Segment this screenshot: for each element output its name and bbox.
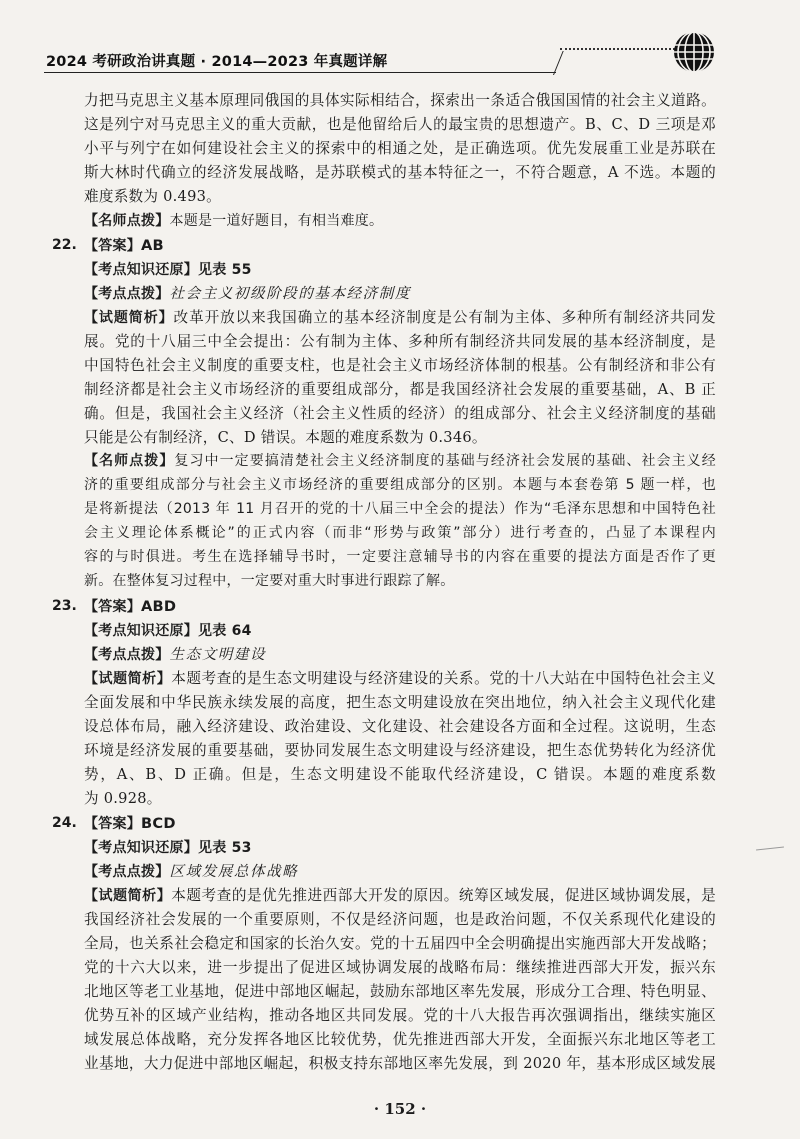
analysis-line: 全面发展和中华民族永续发展的高度，把生态文明建设放在突出地位，纳入社会主义现代化建 [84, 694, 716, 711]
analysis-line: 我国经济社会发展的一个重要原则，不仅是经济问题，也是政治问题，不仅关系现代化建设的 [84, 911, 716, 928]
analysis-line: 北地区等老工业基地，促进中部地区崛起，鼓励东部地区率先发展，形成分工合理、特色明显、 [84, 983, 716, 1000]
analysis-line [84, 306, 716, 331]
analysis-line [84, 667, 716, 692]
question-number: 24. [52, 815, 77, 831]
answer-line [84, 812, 716, 837]
analysis-line: 确。但是，我国社会主义经济（社会主义性质的经济）的组成部分、社会主义经济制度的基础 [84, 405, 716, 422]
running-head-title: 2024 考研政治讲真题 · 2014—2023 年真题详解 [46, 54, 388, 70]
point-tag: 【考点点拨】 [84, 864, 170, 880]
knowledge-line [84, 258, 716, 283]
question-number: 23. [52, 598, 77, 614]
answer-value: AB [141, 237, 164, 254]
knowledge-tag: 【考点知识还原】 [84, 623, 198, 639]
analysis-line: 全局，也关系社会稳定和国家的长治久安。党的十五届四中全会明确提出实施西部大开发战略； [84, 935, 716, 952]
point-tag: 【考点点拨】 [84, 647, 170, 663]
analysis-text: 本题考查的是生态文明建设与经济建设的关系。党的十八大站在中国特色社会主义 [171, 670, 716, 687]
analysis-text: 改革开放以来我国确立的基本经济制度是公有制为主体、多种所有制经济共同发 [173, 309, 716, 326]
analysis-line: 设总体布局，融入经济建设、政治建设、文化建设、社会建设各方面和全过程。这说明，生态 [84, 718, 716, 735]
tip-line: 新。在整体复习过程中，一定要对重大时事进行跟踪了解。 [84, 573, 455, 589]
intro-line-5: 难度系数为 0.493。 [84, 188, 221, 205]
answer-tag: 【答案】 [84, 238, 141, 254]
answer-tag: 【答案】 [84, 816, 141, 832]
answer-line [84, 595, 716, 620]
analysis-line [84, 884, 716, 909]
answer-line [84, 234, 716, 259]
tip-text: 复习中一定要搞清楚社会主义经济制度的基础与经济社会发展的基础、社会主义经 [174, 453, 717, 469]
analysis-tag: 【试题简析】 [84, 310, 174, 326]
analysis-text: 本题考查的是优先推进西部大开发的原因。统筹区域发展，促进区域协调发展，是 [171, 887, 716, 904]
tip-line: 会主义理论体系概论”的正式内容（而非“形势与政策”部分）进行考查的，凸显了本课程内 [84, 525, 716, 541]
tip-tag: 【名师点拨】 [84, 213, 170, 229]
knowledge-line [84, 619, 716, 644]
point-line [84, 860, 716, 885]
knowledge-value: 见表 53 [198, 840, 252, 856]
analysis-line: 优势互补的区域产业结构，推动各地区共同发展。党的十八大报告再次强调指出，继续实施区 [84, 1007, 716, 1024]
tip-line: 济的重要组成部分与社会主义市场经济的重要组成部分的区别。本题与本套卷第 5 题一样，也 [84, 477, 716, 493]
point-line [84, 282, 716, 307]
knowledge-tag: 【考点知识还原】 [84, 262, 198, 278]
analysis-tag: 【试题简析】 [84, 888, 172, 904]
answer-value: ABD [141, 598, 177, 615]
point-value: 生态文明建设 [169, 646, 267, 663]
answer-value: BCD [141, 815, 176, 832]
intro-line-2: 这是列宁对马克思主义的重大贡献，也是他留给后人的最宝贵的思想遗产。B、C、D 三项是邓 [84, 116, 716, 133]
tip-line [84, 450, 716, 474]
point-tag: 【考点点拨】 [84, 286, 170, 302]
page-number: · 152 · [373, 1100, 427, 1118]
analysis-line: 为 0.928。 [84, 790, 162, 807]
point-value: 社会主义初级阶段的基本经济制度 [169, 285, 411, 302]
tip-line: 容的与时俱进。考生在选择辅导书时，一定要注意辅导书的内容在重要的提法方面是否作了更 [84, 549, 716, 565]
analysis-line: 域发展总体战略，充分发挥各地区比较优势，优先推进西部大开发，全面振兴东北地区等老工 [84, 1031, 716, 1048]
analysis-line: 展。党的十八届三中全会提出：公有制为主体、多种所有制经济共同发展的基本经济制度，是 [84, 333, 716, 350]
answer-tag: 【答案】 [84, 599, 141, 615]
intro-tip [84, 209, 716, 234]
knowledge-value: 见表 64 [198, 623, 252, 639]
analysis-line: 中国特色社会主义制度的重要支柱，也是社会主义市场经济体制的根基。公有制经济和非公有 [84, 357, 716, 374]
question-number: 22. [52, 237, 77, 253]
knowledge-tag: 【考点知识还原】 [84, 840, 198, 856]
tip-text: 本题是一道好题目，有相当难度。 [169, 213, 384, 229]
intro-line-4: 斯大林时代确立的经济发展战略，是苏联模式的基本特征之一，不符合题意，A 不选。本题的 [84, 164, 716, 181]
point-line [84, 643, 716, 668]
analysis-line: 环境是经济发展的重要基础，要协同发展生态文明建设与经济建设，把生态优势转化为经济优 [84, 742, 716, 759]
analysis-line: 势，A、B、D 正确。但是，生态文明建设不能取代经济建设，C 错误。本题的难度系数 [84, 766, 716, 783]
point-value: 区域发展总体战略 [169, 863, 299, 880]
tip-tag: 【名师点拨】 [84, 453, 175, 469]
analysis-line: 业基地，大力促进中部地区崛起，积极支持东部地区率先发展，到 2020 年，基本形成区域发展 [84, 1055, 716, 1072]
intro-line-1: 力把马克思主义基本原理同俄国的具体实际相结合，探索出一条适合俄国国情的社会主义道路。 [84, 92, 716, 109]
knowledge-value: 见表 55 [198, 262, 252, 278]
intro-line-3: 小平与列宁在如何建设社会主义的探索中的相通之处，是正确选项。优先发展重工业是苏联在 [84, 140, 716, 157]
analysis-line: 制经济都是社会主义市场经济的重要组成部分，都是我国经济社会发展的重要基础，A、B 正 [84, 381, 716, 398]
analysis-line: 只能是公有制经济，C、D 错误。本题的难度系数为 0.346。 [84, 429, 487, 446]
analysis-line: 党的十六大以来，进一步提出了促进区域协调发展的战略布局：继续推进西部大开发，振兴东 [84, 959, 716, 976]
analysis-tag: 【试题简析】 [84, 671, 172, 687]
knowledge-line [84, 836, 716, 861]
tip-line: 是将新提法（2013 年 11 月召开的党的十八届三中全会的提法）作为“毛泽东思想和中国特色社 [84, 501, 716, 517]
